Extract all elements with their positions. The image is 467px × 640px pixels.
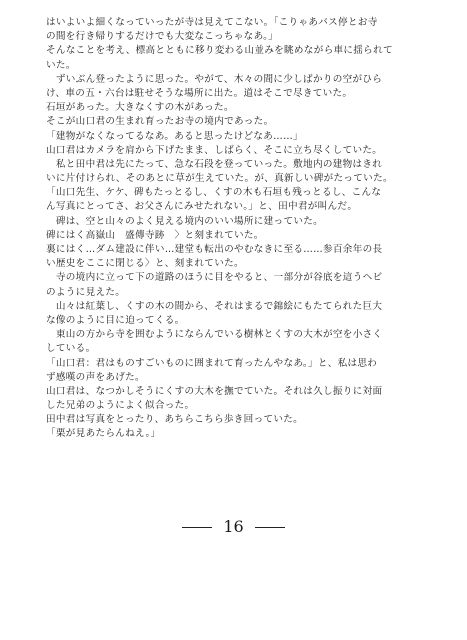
- text-line: 田中君は写真をとったり、あちらこちら歩き回っていた。: [46, 414, 304, 426]
- body-text: [46, 16, 441, 442]
- page-number: 16: [223, 517, 244, 536]
- text-line: はいよいよ細くなっていったが寺は見えてこない。「こりゃあバス停とお寺: [46, 17, 378, 28]
- text-line: いた。: [46, 59, 76, 71]
- text-line: け、車の五・六台は駐せそうな場所に出た。道はそこで尽きていた。: [46, 87, 353, 99]
- text-line: 碑にはく高嶽山 盛傳寺跡 〉と刻まれていた。: [46, 229, 264, 241]
- text-line: のように見えた。: [46, 286, 126, 298]
- text-line: ず感嘆の声をあげた。: [46, 371, 145, 383]
- text-line: の間を行き帰りするだけでも大変なこっちゃなあ。」: [46, 31, 279, 43]
- text-line: 碑は、空と山々のよく見える境内のいい場所に建っていた。: [46, 215, 324, 227]
- text-line: 東山の方から寺を囲むようにならんでいる樹林とくすの大木が空を小さく: [46, 329, 383, 341]
- left-dash: [182, 527, 212, 528]
- text-line: した兄弟のようによく似合った。: [46, 400, 195, 412]
- text-line: 山口君はカメラを肩から下げたまま、しばらく、そこに立ち尽くしていた。: [46, 144, 383, 156]
- text-line: い歴史をここに閉じる〉と、刻まれていた。: [46, 258, 244, 270]
- text-line: 裏にはく…ダム建設に伴い…建堂も転出のやむなきに至る……参百余年の長: [46, 244, 383, 255]
- text-line: 私と田中君は先にたって、急な石段を登っていった。敷地内の建物はきれ: [46, 158, 383, 170]
- text-line: している。: [46, 343, 96, 355]
- page-number-footer: [0, 517, 467, 536]
- text-line: そんなことを考え、標高とともに移り変わる山並みを眺めながら車に揺られて: [46, 45, 393, 57]
- text-line: ずいぶん登ったように思った。やがて、木々の間に少しばかりの空がひら: [46, 73, 383, 85]
- text-line: 山々は紅葉し、くすの木の間から、それはまるで錦絵にもたてられた巨大: [46, 300, 383, 312]
- text-line: 「栗が見あたらんねえ。」: [46, 428, 161, 440]
- text-line: 山口君は、なつかしそうにくすの大木を撫でていた。それは久し振りに対面: [46, 385, 383, 397]
- text-line: 「山口先生、ケケ、碑もたっとるし、くすの木も石垣も残っとるし、こんな: [46, 187, 382, 199]
- text-line: 「山口君：君はものすごいものに囲まれて育ったんやなあ。」と、私は思わ: [46, 357, 378, 369]
- right-dash: [255, 527, 285, 528]
- text-line: そこが山口君の生まれ育ったお寺の境内であった。: [46, 116, 274, 128]
- text-line: ん写真にとってさ、お父さんにみせたれない。」と、田中君が叫んだ。: [46, 201, 358, 213]
- text-line: 寺の境内に立って下の道路のほうに目をやると、一部分が谷底を這うヘビ: [46, 272, 383, 284]
- text-line: な像のように目に迫ってくる。: [46, 314, 185, 326]
- text-line: いに片付けられ、そのあとに草が生えていた。が、真新しい碑がたっていた。: [46, 173, 393, 185]
- text-line: 石垣があった。大きなくすの木があった。: [46, 102, 234, 114]
- text-line: 「建物がなくなってるなあ。あると思ったけどなあ……」: [46, 130, 303, 142]
